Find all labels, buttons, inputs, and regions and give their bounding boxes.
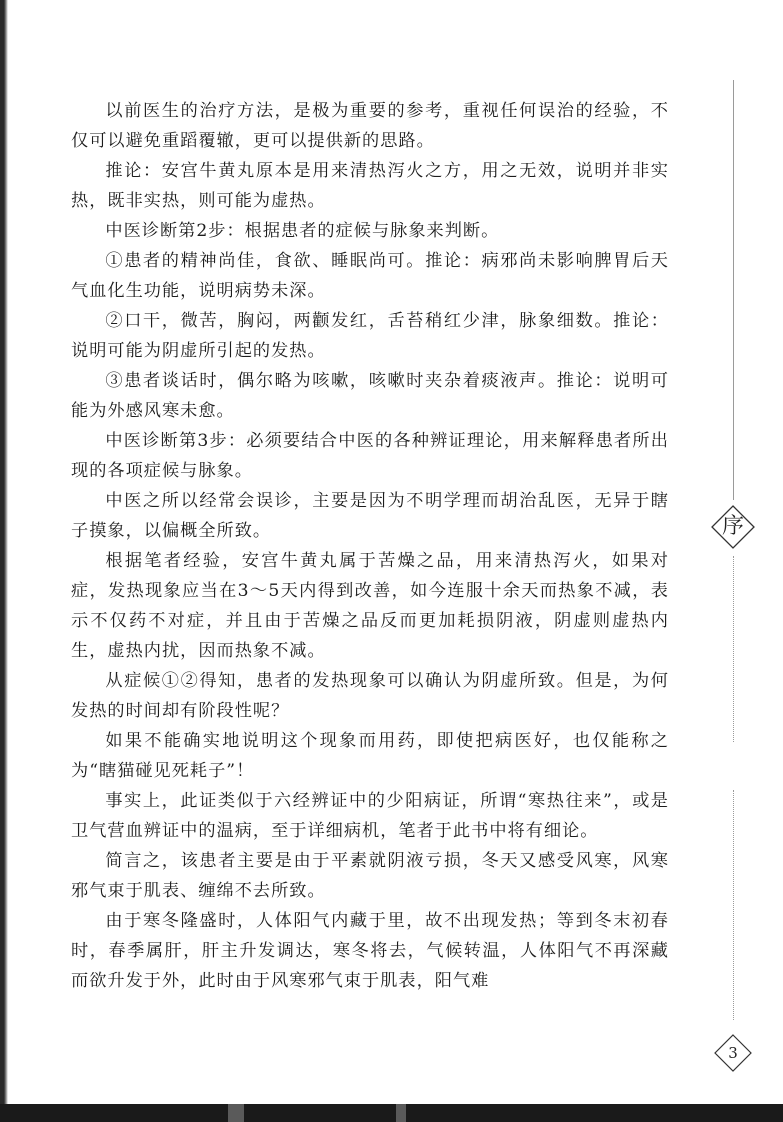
paragraph: 中医诊断第2步：根据患者的症候与脉象来判断。	[105, 221, 500, 241]
paragraph: 以前医生的治疗方法，是极为重要的参考，重视任何误治的经验，不仅可以避免重蹈覆辙，更可以提供新的思路。	[71, 101, 669, 151]
chapter-tab-label: 序	[721, 514, 744, 539]
page-number: 3	[728, 1044, 738, 1062]
paragraph: 推论：安宫牛黄丸原本是用来清热泻火之方，用之无效，说明并非实热，既非实热，则可能为虚热。	[71, 161, 669, 211]
scan-artifact	[228, 1104, 244, 1122]
scan-bottom-edge	[0, 1104, 783, 1122]
scan-artifact	[396, 1104, 406, 1122]
paragraph: 中医诊断第3步：必须要结合中医的各种辨证理论，用来解释患者所出现的各项症候与脉象。	[71, 431, 669, 481]
paragraph: 从症候①②得知，患者的发热现象可以确认为阴虚所致。但是，为何发热的时间却有阶段性呢？	[71, 671, 669, 721]
margin-rule	[733, 790, 734, 1020]
paragraph: 根据笔者经验，安宫牛黄丸属于苦燥之品，用来清热泻火，如果对症，发热现象应当在3～5天内得到改善，如今连服十余天而热象不减，表示不仅药不对症，并且由于苦燥之品反而更加耗损阴液，阴虚则虚热内生，虚热内扰，因而热象不减。	[71, 551, 669, 661]
paragraph: 中医之所以经常会误诊，主要是因为不明学理而胡治乱医，无异于瞎子摸象，以偏概全所致。	[71, 491, 669, 541]
chapter-tab	[710, 504, 756, 550]
paragraph: 简言之，该患者主要是由于平素就阴液亏损，冬天又感受风寒，风寒邪气束于肌表、缠绵不去所致。	[71, 851, 669, 901]
paragraph: ②口干，微苦，胸闷，两颧发红，舌苔稍红少津，脉象细数。推论：说明可能为阴虚所引起的发热。	[71, 311, 669, 361]
margin-rule	[733, 556, 734, 742]
page-gutter-shadow	[0, 0, 8, 1104]
paragraph: ③患者谈话时，偶尔略为咳嗽，咳嗽时夹杂着痰液声。推论：说明可能为外感风寒未愈。	[71, 371, 669, 421]
paragraph: 由于寒冬隆盛时，人体阳气内藏于里，故不出现发热；等到冬末初春时，春季属肝，肝主升发调达，寒冬将去，气候转温，人体阳气不再深藏而欲升发于外，此时由于风寒邪气束于肌表，阳气难	[71, 911, 669, 991]
paragraph: 如果不能确实地说明这个现象而用药，即使把病医好，也仅能称之为“瞎猫碰见死耗子”！	[71, 731, 669, 781]
body-text	[71, 96, 669, 996]
paragraph: 事实上，此证类似于六经辨证中的少阳病证，所谓“寒热往来”，或是卫气营血辨证中的温病，至于详细病机，笔者于此书中将有细论。	[71, 791, 669, 841]
margin-rule	[733, 80, 734, 500]
page-number-badge	[712, 1032, 754, 1074]
paragraph: ①患者的精神尚佳，食欲、睡眠尚可。推论：病邪尚未影响脾胃后天气血化生功能，说明病势未深。	[71, 251, 669, 301]
